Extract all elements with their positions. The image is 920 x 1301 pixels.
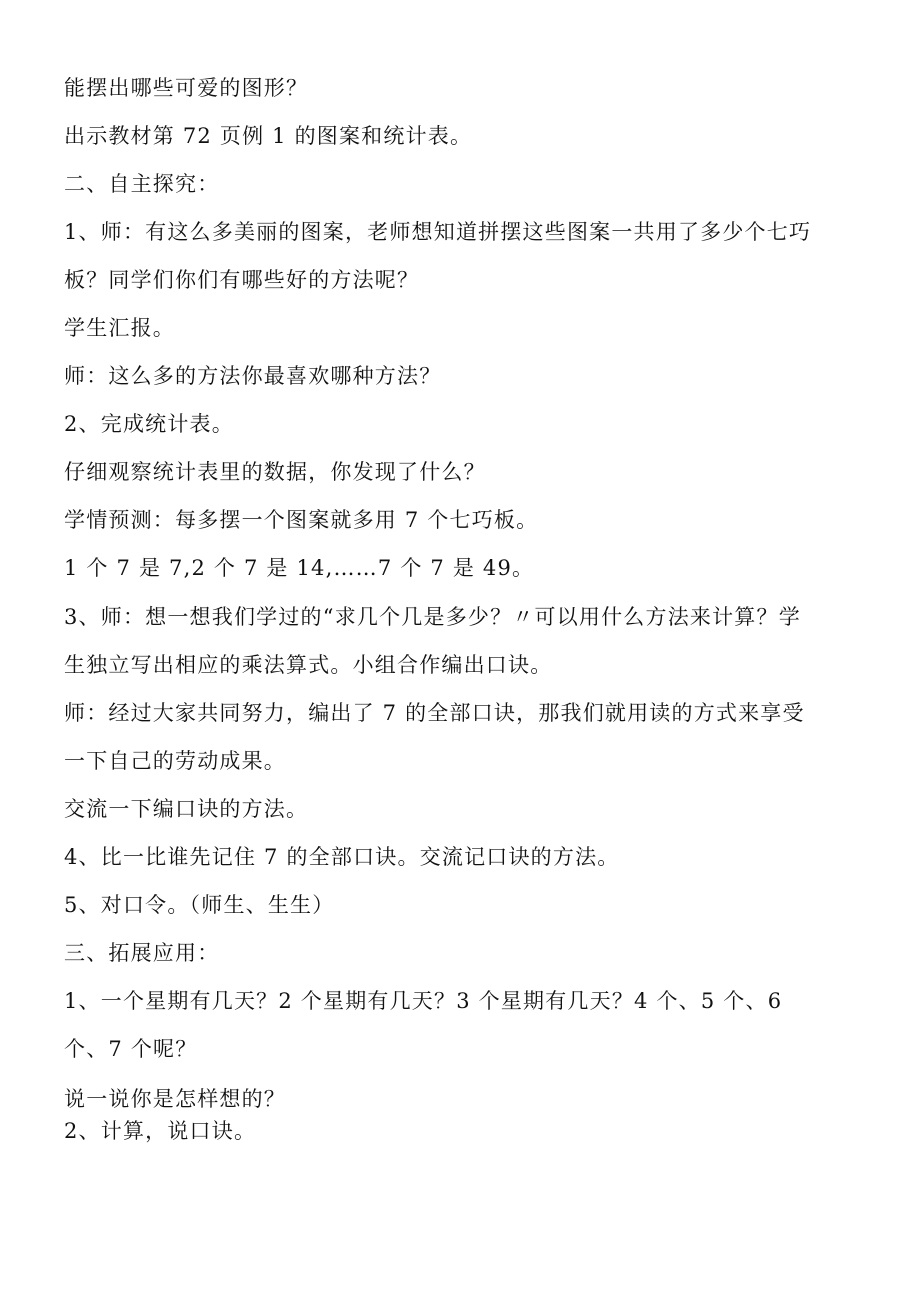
text-line: 说一说你是怎样想的？ <box>64 1087 286 1111</box>
text-line: 出示教材第 72 页例 1 的图案和统计表。 <box>64 124 473 148</box>
text-line: 一下自己的劳动成果。 <box>64 749 286 773</box>
text-line: 2、计算，说口诀。 <box>64 1119 257 1143</box>
text-line: 生独立写出相应的乘法算式。小组合作编出口诀。 <box>64 653 553 677</box>
text-line: 个、7 个呢？ <box>64 1037 198 1061</box>
text-line: 师：这么多的方法你最喜欢哪种方法？ <box>64 364 442 388</box>
text-line: 能摆出哪些可爱的图形？ <box>64 76 309 100</box>
text-line: 1、一个星期有几天？2 个星期有几天？3 个星期有几天？4 个、5 个、6 <box>64 989 783 1013</box>
section-heading: 三、拓展应用： <box>64 941 220 965</box>
text-line: 学生汇报。 <box>64 316 175 340</box>
text-line: 2、完成统计表。 <box>64 412 234 436</box>
text-line: 板？同学们你们有哪些好的方法呢？ <box>64 268 420 292</box>
section-heading: 二、自主探究： <box>64 172 220 196</box>
text-line: 3、师：想一想我们学过的“求几个几是多少？〃可以用什么方法来计算？学 <box>64 605 801 629</box>
text-line: 5、对口令。（师生、生生） <box>64 893 335 917</box>
text-line: 1 个 7 是 7,2 个 7 是 14,……7 个 7 是 49。 <box>64 556 535 580</box>
text-line: 4、比一比谁先记住 7 的全部口诀。交流记口诀的方法。 <box>64 845 620 869</box>
text-line: 1、师：有这么多美丽的图案，老师想知道拼摆这些图案一共用了多少个七巧 <box>64 220 812 244</box>
text-line: 仔细观察统计表里的数据，你发现了什么？ <box>64 460 486 484</box>
text-line: 学情预测：每多摆一个图案就多用 7 个七巧板。 <box>64 508 539 532</box>
text-line: 师：经过大家共同努力，编出了 7 的全部口诀，那我们就用读的方式来享受 <box>64 701 805 725</box>
text-line: 交流一下编口诀的方法。 <box>64 797 309 821</box>
